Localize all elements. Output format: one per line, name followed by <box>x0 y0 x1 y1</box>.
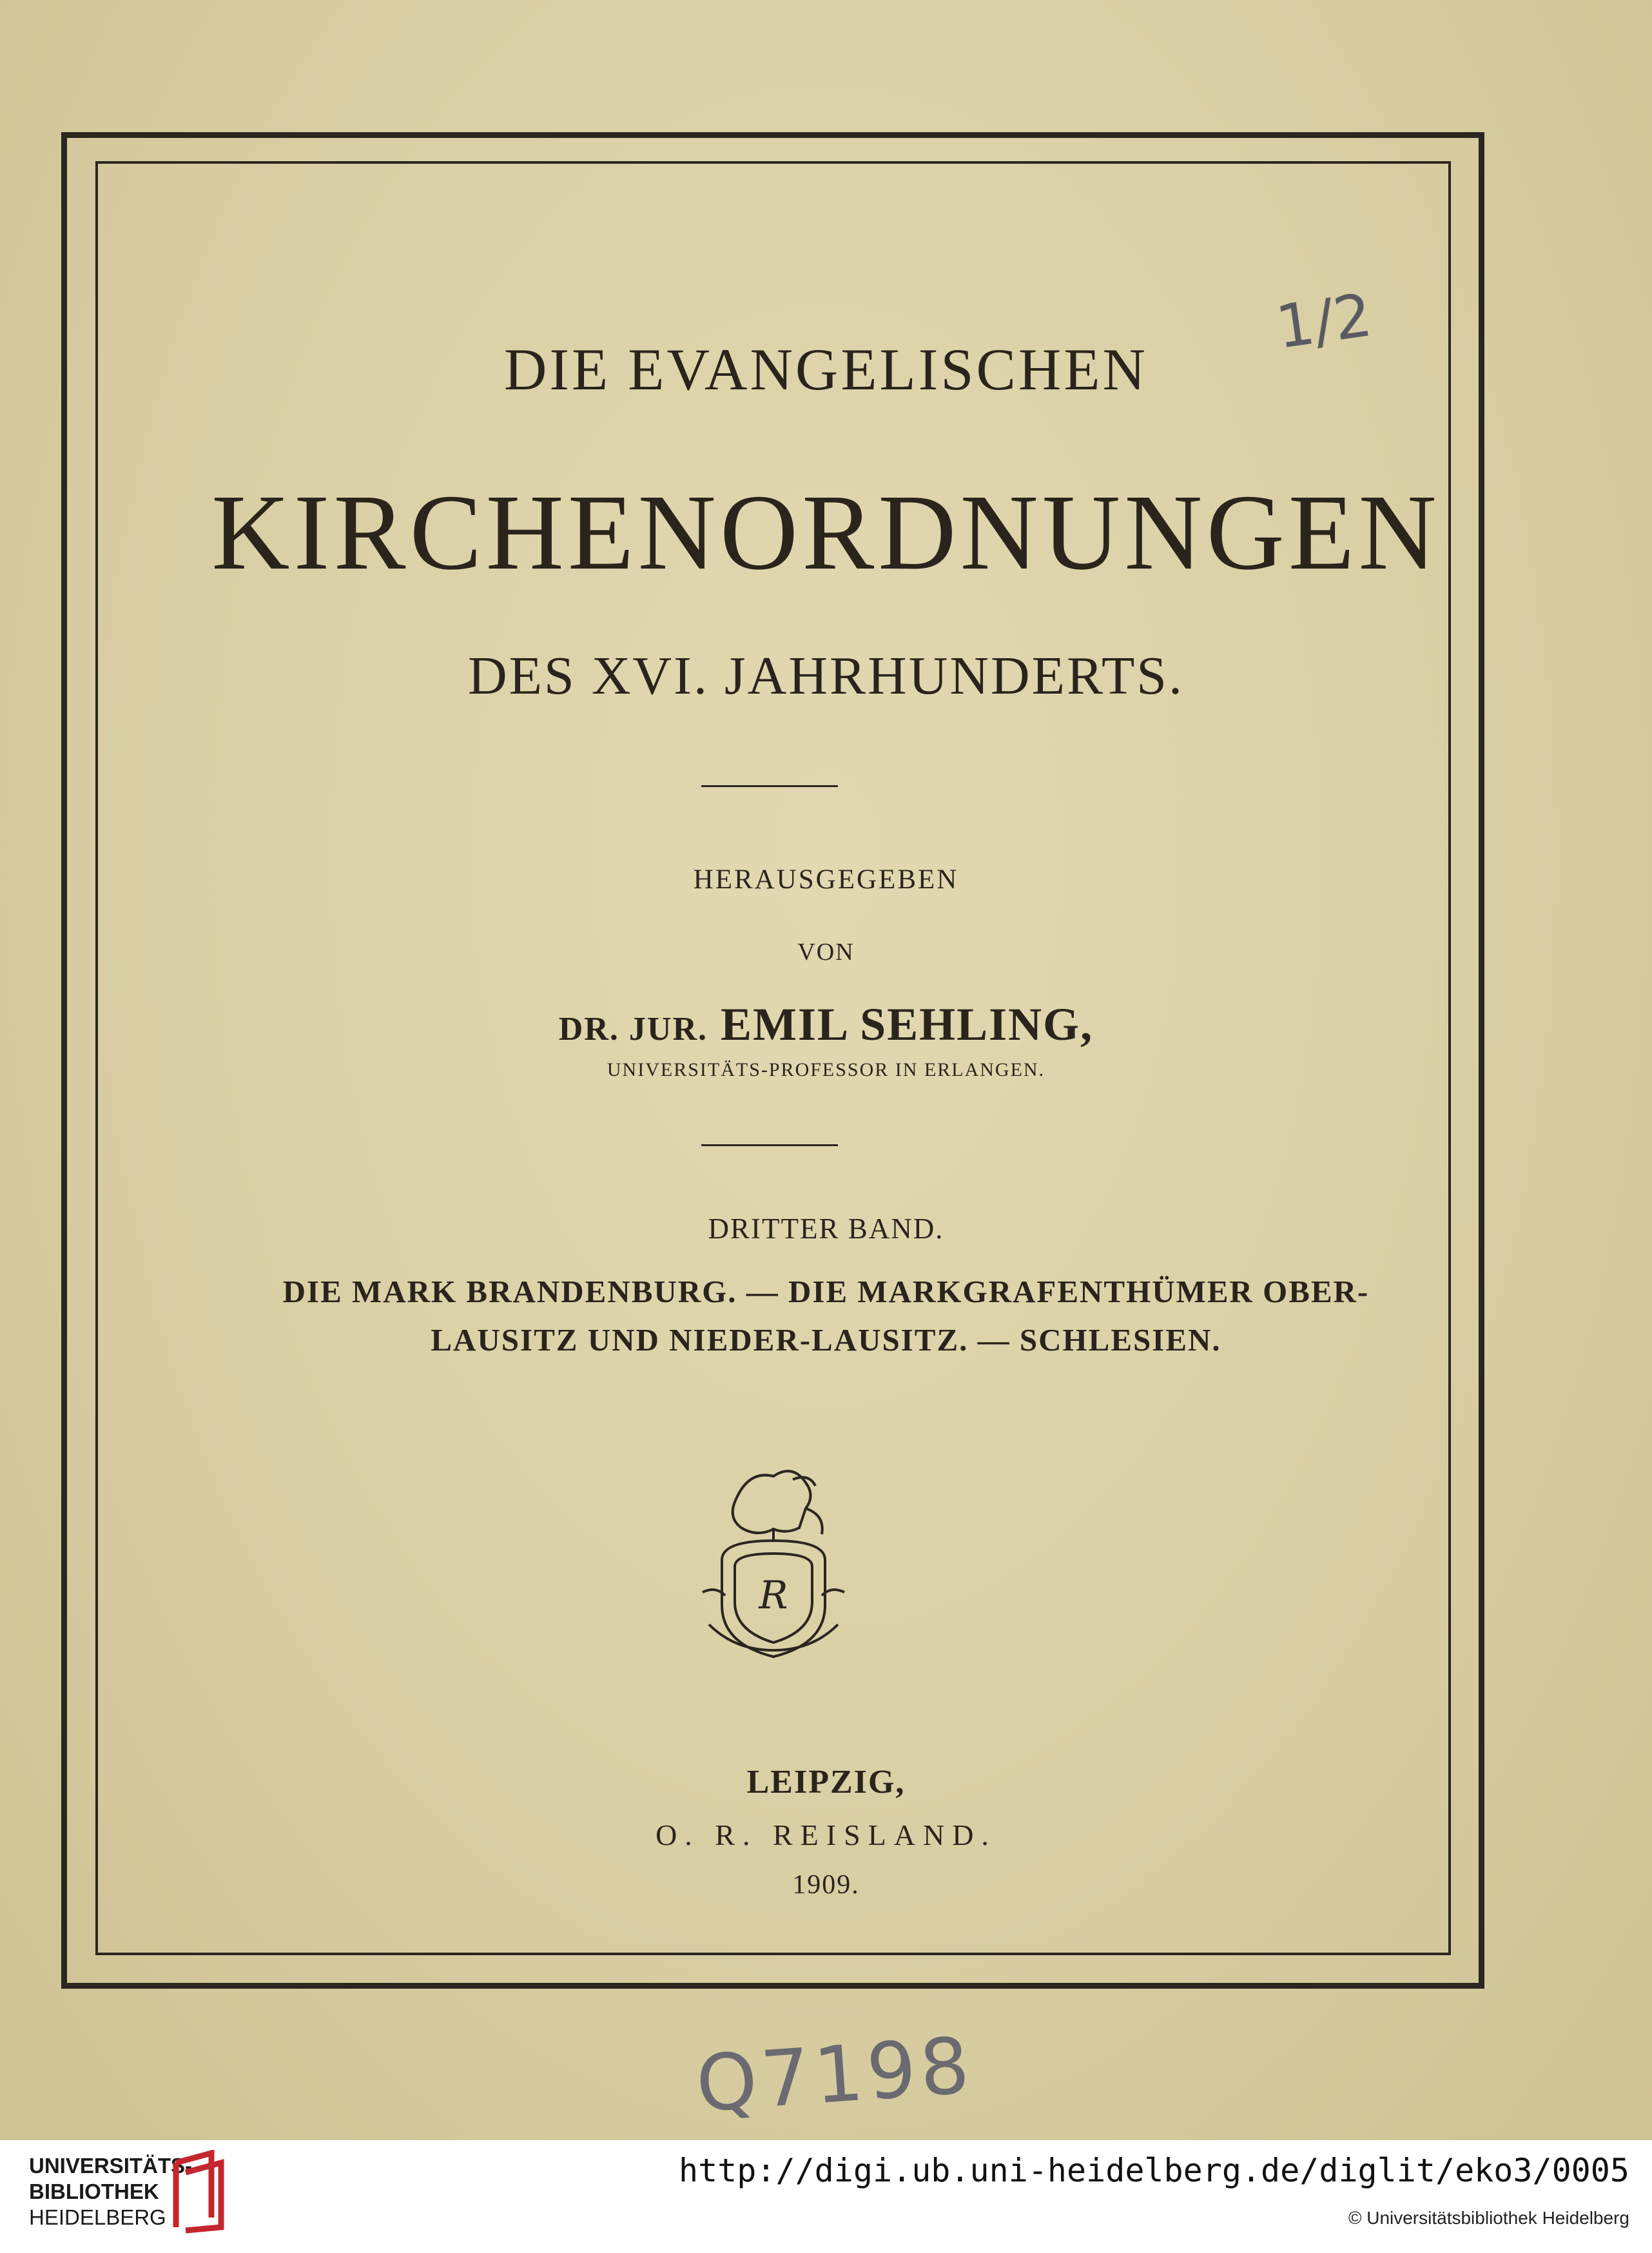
divider-rule-1 <box>701 785 838 787</box>
library-name-line-1: UNIVERSITÄTS- <box>29 2154 193 2178</box>
title-line-3: DES XVI. JAHRHUNDERTS. <box>468 646 1184 706</box>
svg-text:R: R <box>759 1573 788 1618</box>
editor-name: EMIL SEHLING, <box>721 999 1094 1050</box>
imprint-place: LEIPZIG, <box>746 1764 906 1800</box>
library-name-line-3: HEIDELBERG <box>29 2205 166 2229</box>
volume-label: DRITTER BAND. <box>708 1213 944 1245</box>
imprint-year: 1909. <box>792 1870 860 1900</box>
handwritten-corner-note: 1/2 <box>1272 280 1376 362</box>
title-line-2: KIRCHENORDNUNGEN <box>211 473 1441 592</box>
title-line-1: DIE EVANGELISCHEN <box>503 336 1148 402</box>
inner-frame-border <box>95 161 1451 1955</box>
handwritten-shelfmark: Q7198 <box>693 2021 977 2130</box>
library-logo-icon <box>166 2150 231 2234</box>
editor-line <box>0 998 1652 1051</box>
subtitle-line-1: DIE MARK BRANDENBURG. — DIE MARKGRAFENTHÜMER OBER- <box>282 1274 1370 1309</box>
publisher-emblem-icon <box>696 1457 851 1670</box>
divider-rule-2 <box>701 1144 838 1146</box>
subtitle-line-2: LAUSITZ UND NIEDER-LAUSITZ. — SCHLESIEN. <box>431 1322 1221 1358</box>
copyright-notice: © Universitätsbibliothek Heidelberg <box>1348 2208 1629 2228</box>
imprint-publisher: O. R. REISLAND. <box>656 1819 996 1851</box>
library-name-line-2: BIBLIOTHEK <box>29 2180 159 2203</box>
editor-von: VON <box>797 939 855 966</box>
editor-intro: HERAUSGEGEBEN <box>693 864 959 895</box>
editor-title: UNIVERSITÄTS-PROFESSOR IN ERLANGEN. <box>607 1059 1045 1080</box>
editor-prefix: DR. JUR. <box>558 1011 708 1048</box>
permalink-url[interactable]: http://digi.ub.uni-heidelberg.de/diglit/eko3/0005 <box>678 2152 1629 2189</box>
